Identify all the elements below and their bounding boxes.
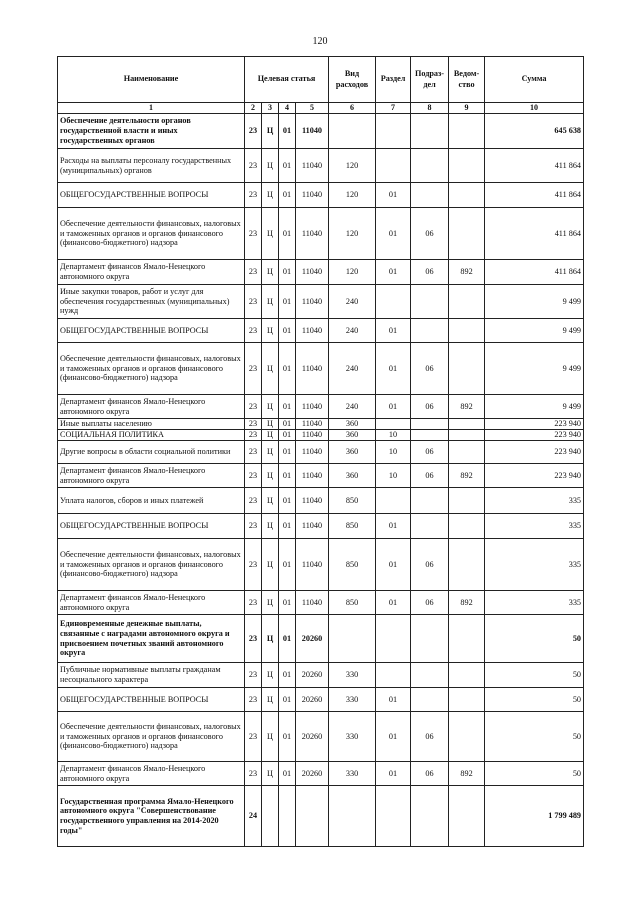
cell-subsection: 06 <box>411 712 449 762</box>
cell-sum: 9 499 <box>485 395 584 419</box>
table-row <box>58 762 584 786</box>
cell-main-event: 01 <box>279 615 296 663</box>
table-row <box>58 514 584 539</box>
cell-department <box>449 514 485 539</box>
cell-sum: 50 <box>485 663 584 688</box>
cell-subsection <box>411 488 449 514</box>
cell-direction: 11040 <box>296 319 329 343</box>
column-number: 8 <box>411 103 449 114</box>
cell-sum: 411 864 <box>485 149 584 183</box>
cell-direction: 11040 <box>296 285 329 319</box>
cell-direction: 11040 <box>296 183 329 208</box>
cell-direction: 11040 <box>296 149 329 183</box>
cell-expense-type: 120 <box>329 149 376 183</box>
cell-direction: 11040 <box>296 343 329 395</box>
cell-program: 23 <box>245 591 262 615</box>
table-row <box>58 149 584 183</box>
cell-direction: 20260 <box>296 762 329 786</box>
cell-expense-type <box>329 615 376 663</box>
table-row <box>58 615 584 663</box>
cell-subsection <box>411 285 449 319</box>
cell-subprogram: Ц <box>262 441 279 464</box>
cell-subprogram <box>262 786 279 847</box>
cell-direction: 11040 <box>296 395 329 419</box>
column-number: 10 <box>485 103 584 114</box>
cell-subsection: 06 <box>411 591 449 615</box>
table-row <box>58 712 584 762</box>
cell-department <box>449 419 485 430</box>
cell-expense-type: 850 <box>329 514 376 539</box>
cell-subsection <box>411 514 449 539</box>
cell-direction: 11040 <box>296 419 329 430</box>
cell-sum: 9 499 <box>485 319 584 343</box>
cell-sum: 9 499 <box>485 285 584 319</box>
cell-subprogram: Ц <box>262 114 279 149</box>
cell-direction: 11040 <box>296 208 329 260</box>
cell-sum: 335 <box>485 488 584 514</box>
cell-name: СОЦИАЛЬНАЯ ПОЛИТИКА <box>58 430 245 441</box>
cell-name: Уплата налогов, сборов и иных платежей <box>58 488 245 514</box>
cell-program: 23 <box>245 441 262 464</box>
cell-subprogram: Ц <box>262 149 279 183</box>
cell-subprogram: Ц <box>262 419 279 430</box>
cell-subprogram: Ц <box>262 688 279 712</box>
cell-expense-type: 240 <box>329 285 376 319</box>
cell-subsection <box>411 419 449 430</box>
cell-main-event: 01 <box>279 591 296 615</box>
cell-name: ОБЩЕГОСУДАРСТВЕННЫЕ ВОПРОСЫ <box>58 514 245 539</box>
cell-main-event: 01 <box>279 430 296 441</box>
cell-name: Обеспечение деятельности финансовых, налоговых и таможенных органов и органов финансового (финансово-бюджетного) надзора <box>58 712 245 762</box>
cell-name: Обеспечение деятельности финансовых, налоговых и таможенных органов и органов финансового (финансово-бюджетного) надзора <box>58 208 245 260</box>
cell-subsection: 06 <box>411 208 449 260</box>
cell-section: 01 <box>376 514 411 539</box>
cell-name: Департамент финансов Ямало-Ненецкого автономного округа <box>58 591 245 615</box>
column-number: 2 <box>245 103 262 114</box>
table-row <box>58 260 584 285</box>
cell-sum: 223 940 <box>485 419 584 430</box>
column-number: 7 <box>376 103 411 114</box>
cell-sum: 335 <box>485 514 584 539</box>
cell-subsection <box>411 663 449 688</box>
cell-subsection: 06 <box>411 395 449 419</box>
cell-department: 892 <box>449 260 485 285</box>
header-department: Ведом- ство <box>449 57 485 103</box>
cell-name: ОБЩЕГОСУДАРСТВЕННЫЕ ВОПРОСЫ <box>58 319 245 343</box>
cell-subprogram: Ц <box>262 285 279 319</box>
cell-subsection <box>411 615 449 663</box>
table-row <box>58 688 584 712</box>
cell-program: 23 <box>245 319 262 343</box>
table-row <box>58 441 584 464</box>
cell-sum: 9 499 <box>485 343 584 395</box>
cell-sum: 50 <box>485 762 584 786</box>
table-row <box>58 319 584 343</box>
cell-direction: 20260 <box>296 615 329 663</box>
table-row <box>58 591 584 615</box>
page-number: 120 <box>312 36 328 47</box>
cell-name: Публичные нормативные выплаты гражданам несоциального характера <box>58 663 245 688</box>
cell-direction: 11040 <box>296 539 329 591</box>
cell-department: 892 <box>449 591 485 615</box>
cell-program: 23 <box>245 762 262 786</box>
cell-sum: 1 799 489 <box>485 786 584 847</box>
cell-section <box>376 285 411 319</box>
cell-department <box>449 430 485 441</box>
cell-section <box>376 114 411 149</box>
cell-section <box>376 149 411 183</box>
cell-main-event: 01 <box>279 514 296 539</box>
cell-section: 01 <box>376 183 411 208</box>
cell-name: Департамент финансов Ямало-Ненецкого автономного округа <box>58 464 245 488</box>
cell-department <box>449 208 485 260</box>
cell-name: Иные закупки товаров, работ и услуг для обеспечения государственных (муниципальных) нужд <box>58 285 245 319</box>
cell-name: Государственная программа Ямало-Ненецкого автономного округа "Совершенствование государственного управления на 2014-2020 годы" <box>58 786 245 847</box>
cell-subprogram: Ц <box>262 430 279 441</box>
cell-subsection: 06 <box>411 539 449 591</box>
cell-name: Другие вопросы в области социальной политики <box>58 441 245 464</box>
cell-expense-type: 360 <box>329 430 376 441</box>
header-name: Наименование <box>58 57 245 103</box>
column-number: 1 <box>58 103 245 114</box>
cell-program: 23 <box>245 419 262 430</box>
cell-main-event: 01 <box>279 663 296 688</box>
table-row <box>58 419 584 430</box>
cell-department <box>449 149 485 183</box>
cell-name: Единовременные денежные выплаты, связанные с наградами автономного округа и присвоением почетных званий автономного округа <box>58 615 245 663</box>
cell-main-event: 01 <box>279 285 296 319</box>
cell-direction: 11040 <box>296 114 329 149</box>
table-row <box>58 183 584 208</box>
cell-expense-type: 360 <box>329 419 376 430</box>
cell-direction: 20260 <box>296 712 329 762</box>
cell-section <box>376 786 411 847</box>
cell-subsection <box>411 183 449 208</box>
cell-subsection <box>411 114 449 149</box>
cell-subsection: 06 <box>411 260 449 285</box>
cell-section: 01 <box>376 343 411 395</box>
cell-program: 23 <box>245 615 262 663</box>
cell-name: Департамент финансов Ямало-Ненецкого автономного округа <box>58 762 245 786</box>
cell-program: 23 <box>245 430 262 441</box>
cell-department <box>449 712 485 762</box>
cell-expense-type <box>329 114 376 149</box>
cell-subprogram: Ц <box>262 514 279 539</box>
header-target-article: Целевая статья <box>245 57 329 103</box>
cell-section: 10 <box>376 441 411 464</box>
cell-department <box>449 786 485 847</box>
cell-subsection: 06 <box>411 762 449 786</box>
table-row <box>58 208 584 260</box>
cell-program: 23 <box>245 464 262 488</box>
cell-direction: 11040 <box>296 488 329 514</box>
table-row <box>58 395 584 419</box>
cell-main-event: 01 <box>279 183 296 208</box>
cell-program: 23 <box>245 343 262 395</box>
cell-subprogram: Ц <box>262 183 279 208</box>
cell-department <box>449 114 485 149</box>
cell-subsection: 06 <box>411 464 449 488</box>
cell-department: 892 <box>449 762 485 786</box>
cell-main-event <box>279 786 296 847</box>
cell-department: 892 <box>449 395 485 419</box>
cell-expense-type: 330 <box>329 762 376 786</box>
cell-department <box>449 343 485 395</box>
cell-subprogram: Ц <box>262 343 279 395</box>
cell-section: 01 <box>376 260 411 285</box>
cell-program: 24 <box>245 786 262 847</box>
cell-sum: 223 940 <box>485 441 584 464</box>
cell-expense-type: 360 <box>329 441 376 464</box>
header-expense-type: Вид расходов <box>329 57 376 103</box>
cell-section: 01 <box>376 688 411 712</box>
table-row <box>58 430 584 441</box>
cell-subprogram: Ц <box>262 488 279 514</box>
cell-expense-type: 240 <box>329 319 376 343</box>
cell-main-event: 01 <box>279 464 296 488</box>
cell-subprogram: Ц <box>262 712 279 762</box>
cell-subsection <box>411 430 449 441</box>
cell-subprogram: Ц <box>262 319 279 343</box>
cell-direction <box>296 786 329 847</box>
cell-main-event: 01 <box>279 419 296 430</box>
cell-department <box>449 488 485 514</box>
cell-sum: 335 <box>485 591 584 615</box>
cell-name: Расходы на выплаты персоналу государственных (муниципальных) органов <box>58 149 245 183</box>
header-section: Раздел <box>376 57 411 103</box>
column-number-row <box>58 103 584 114</box>
cell-subprogram: Ц <box>262 208 279 260</box>
cell-direction: 11040 <box>296 260 329 285</box>
cell-expense-type: 240 <box>329 395 376 419</box>
budget-table <box>57 56 584 847</box>
cell-department <box>449 183 485 208</box>
cell-sum: 223 940 <box>485 430 584 441</box>
cell-section: 01 <box>376 208 411 260</box>
cell-subsection <box>411 319 449 343</box>
table-row <box>58 786 584 847</box>
cell-department <box>449 285 485 319</box>
column-number: 3 <box>262 103 279 114</box>
cell-department <box>449 615 485 663</box>
cell-direction: 20260 <box>296 688 329 712</box>
cell-main-event: 01 <box>279 539 296 591</box>
cell-sum: 223 940 <box>485 464 584 488</box>
cell-expense-type: 850 <box>329 488 376 514</box>
cell-direction: 20260 <box>296 663 329 688</box>
cell-program: 23 <box>245 539 262 591</box>
cell-name: ОБЩЕГОСУДАРСТВЕННЫЕ ВОПРОСЫ <box>58 183 245 208</box>
cell-expense-type: 330 <box>329 712 376 762</box>
cell-section <box>376 615 411 663</box>
cell-section: 01 <box>376 591 411 615</box>
cell-subsection <box>411 688 449 712</box>
header-subsection: Подраз- дел <box>411 57 449 103</box>
cell-subprogram: Ц <box>262 591 279 615</box>
header-sum: Сумма <box>485 57 584 103</box>
cell-section: 01 <box>376 762 411 786</box>
cell-expense-type <box>329 786 376 847</box>
table-row <box>58 539 584 591</box>
table-row <box>58 285 584 319</box>
cell-subprogram: Ц <box>262 260 279 285</box>
cell-subprogram: Ц <box>262 762 279 786</box>
cell-section: 10 <box>376 430 411 441</box>
cell-direction: 11040 <box>296 591 329 615</box>
cell-main-event: 01 <box>279 762 296 786</box>
cell-sum: 335 <box>485 539 584 591</box>
cell-sum: 50 <box>485 688 584 712</box>
cell-section <box>376 663 411 688</box>
cell-section: 01 <box>376 539 411 591</box>
cell-direction: 11040 <box>296 514 329 539</box>
cell-department: 892 <box>449 464 485 488</box>
cell-section: 01 <box>376 395 411 419</box>
table-row <box>58 343 584 395</box>
cell-expense-type: 360 <box>329 464 376 488</box>
cell-sum: 411 864 <box>485 208 584 260</box>
cell-program: 23 <box>245 395 262 419</box>
cell-name: ОБЩЕГОСУДАРСТВЕННЫЕ ВОПРОСЫ <box>58 688 245 712</box>
cell-program: 23 <box>245 688 262 712</box>
cell-program: 23 <box>245 149 262 183</box>
cell-program: 23 <box>245 514 262 539</box>
cell-main-event: 01 <box>279 260 296 285</box>
cell-section: 10 <box>376 464 411 488</box>
cell-program: 23 <box>245 285 262 319</box>
cell-subprogram: Ц <box>262 539 279 591</box>
cell-sum: 50 <box>485 712 584 762</box>
cell-subsection <box>411 149 449 183</box>
cell-section: 01 <box>376 319 411 343</box>
cell-direction: 11040 <box>296 464 329 488</box>
cell-name: Обеспечение деятельности финансовых, налоговых и таможенных органов и органов финансового (финансово-бюджетного) надзора <box>58 343 245 395</box>
cell-expense-type: 120 <box>329 260 376 285</box>
cell-subsection: 06 <box>411 441 449 464</box>
cell-name: Департамент финансов Ямало-Ненецкого автономного округа <box>58 260 245 285</box>
cell-subsection <box>411 786 449 847</box>
table-row <box>58 114 584 149</box>
cell-main-event: 01 <box>279 319 296 343</box>
cell-department <box>449 663 485 688</box>
table-body <box>58 114 584 847</box>
cell-sum: 50 <box>485 615 584 663</box>
cell-program: 23 <box>245 663 262 688</box>
table-row <box>58 488 584 514</box>
cell-department <box>449 688 485 712</box>
cell-program: 23 <box>245 208 262 260</box>
column-number: 5 <box>296 103 329 114</box>
table-row <box>58 663 584 688</box>
cell-direction: 11040 <box>296 441 329 464</box>
column-number: 6 <box>329 103 376 114</box>
cell-expense-type: 850 <box>329 591 376 615</box>
cell-section <box>376 419 411 430</box>
column-number: 9 <box>449 103 485 114</box>
cell-name: Департамент финансов Ямало-Ненецкого автономного округа <box>58 395 245 419</box>
cell-subsection: 06 <box>411 343 449 395</box>
cell-program: 23 <box>245 183 262 208</box>
cell-expense-type: 120 <box>329 208 376 260</box>
cell-main-event: 01 <box>279 114 296 149</box>
cell-main-event: 01 <box>279 712 296 762</box>
cell-department <box>449 319 485 343</box>
cell-subprogram: Ц <box>262 464 279 488</box>
cell-direction: 11040 <box>296 430 329 441</box>
cell-main-event: 01 <box>279 208 296 260</box>
cell-name: Обеспечение деятельности финансовых, налоговых и таможенных органов и органов финансового (финансово-бюджетного) надзора <box>58 539 245 591</box>
cell-main-event: 01 <box>279 441 296 464</box>
cell-sum: 411 864 <box>485 260 584 285</box>
cell-subprogram: Ц <box>262 663 279 688</box>
cell-main-event: 01 <box>279 395 296 419</box>
cell-program: 23 <box>245 488 262 514</box>
cell-expense-type: 240 <box>329 343 376 395</box>
table-row <box>58 464 584 488</box>
cell-section: 01 <box>376 712 411 762</box>
column-number: 4 <box>279 103 296 114</box>
cell-main-event: 01 <box>279 149 296 183</box>
cell-subprogram: Ц <box>262 615 279 663</box>
cell-expense-type: 330 <box>329 688 376 712</box>
cell-expense-type: 850 <box>329 539 376 591</box>
cell-program: 23 <box>245 114 262 149</box>
cell-program: 23 <box>245 260 262 285</box>
cell-subprogram: Ц <box>262 395 279 419</box>
cell-main-event: 01 <box>279 343 296 395</box>
cell-sum: 411 864 <box>485 183 584 208</box>
header-row <box>58 57 584 103</box>
cell-name: Обеспечение деятельности органов государственной власти и иных государственных органов <box>58 114 245 149</box>
cell-main-event: 01 <box>279 688 296 712</box>
cell-main-event: 01 <box>279 488 296 514</box>
cell-name: Иные выплаты населению <box>58 419 245 430</box>
cell-department <box>449 441 485 464</box>
cell-sum: 645 638 <box>485 114 584 149</box>
cell-department <box>449 539 485 591</box>
cell-section <box>376 488 411 514</box>
cell-expense-type: 330 <box>329 663 376 688</box>
cell-program: 23 <box>245 712 262 762</box>
cell-expense-type: 120 <box>329 183 376 208</box>
